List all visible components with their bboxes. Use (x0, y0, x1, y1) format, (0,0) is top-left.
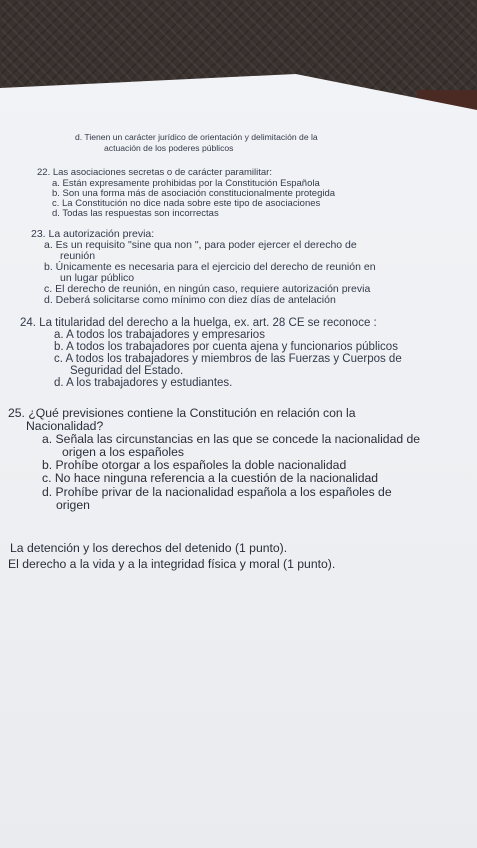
q23-option-d: d. Deberá solicitarse como mínimo con diez días de antelación (44, 294, 336, 306)
q21-option-d-line1: d. Tienen un carácter jurídico de orientación y delimitación de la (75, 132, 318, 142)
q24-question: 24. La titularidad del derecho a la huelga, ex. art. 28 CE se reconoce : (20, 317, 377, 329)
q22-option-d: d. Todas las respuestas son incorrectas (52, 208, 219, 219)
q23-option-c: c. El derecho de reunión, en ningún caso, requiere autorización previa (44, 283, 371, 295)
q22-option-c: c. La Constitución no dice nada sobre este tipo de asociaciones (52, 198, 321, 209)
topic-2: El derecho a la vida y a la integridad física y moral (1 punto). (8, 557, 336, 571)
q25-question-line1: 25. ¿Qué previsiones contiene la Constitución en relación con la (8, 406, 356, 420)
q24-option-b: b. A todos los trabajadores por cuenta ajena y funcionarios públicos (54, 341, 398, 353)
q24-option-c-line2: Seguridad del Estado. (70, 365, 184, 377)
q25-option-d-line1: d. Prohíbe privar de la nacionalidad española a los españoles de (42, 485, 392, 499)
q25-option-a-line1: a. Señala las circunstancias en las que se concede la nacionalidad de (42, 432, 421, 446)
topic-1: La detención y los derechos del detenido (1 punto). (10, 541, 288, 555)
q22-option-a: a. Están expresamente prohibidas por la Constitución Española (52, 178, 320, 189)
q23-question: 23. La autorización previa: (31, 228, 155, 240)
q23-option-a-line2: reunión (60, 250, 96, 262)
q23-option-b-line2: un lugar público (60, 272, 135, 284)
q25-option-d-line2: origen (56, 498, 90, 512)
q23-option-a-line1: a. Es un requisito "sine qua non ", para poder ejercer el derecho de (44, 239, 357, 251)
q24-option-c-line1: c. A todos los trabajadores y miembros de las Fuerzas y Cuerpos de (54, 353, 402, 365)
q22-question: 22. Las asociaciones secretas o de carácter paramilitar: (37, 167, 272, 178)
q25-option-c: c. No hace ninguna referencia a la cuestión de la nacionalidad (42, 471, 379, 485)
q25-option-b: b. Prohíbe otorgar a los españoles la doble nacionalidad (42, 458, 347, 472)
q24-option-a: a. A todos los trabajadores y empresarios (54, 329, 265, 341)
q25-option-a-line2: origen a los españoles (62, 445, 184, 459)
q24-option-d: d. A los trabajadores y estudiantes. (54, 377, 233, 389)
q25-question-line2: Nacionalidad? (26, 419, 104, 433)
q21-option-d-line2: actuación de los poderes públicos (104, 143, 234, 153)
q23-option-b-line1: b. Únicamente es necesaria para el ejercicio del derecho de reunión en (44, 261, 376, 273)
q22-option-b: b. Son una forma más de asociación constitucionalmente protegida (52, 188, 336, 199)
